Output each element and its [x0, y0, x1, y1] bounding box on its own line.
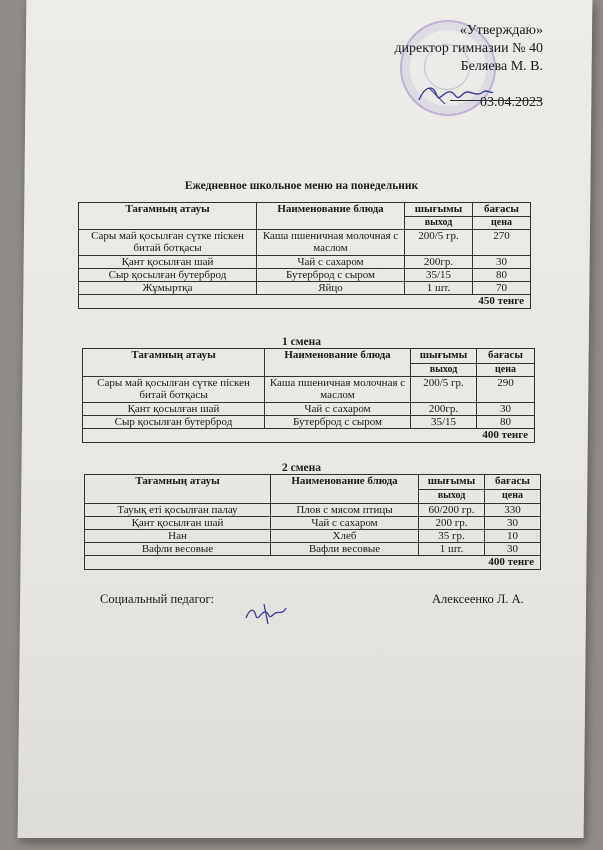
header-yield-kz: шығымы — [405, 203, 473, 217]
header-name-ru: Наименование блюда — [265, 349, 411, 377]
dish-yield: 200гр. — [411, 403, 477, 416]
dish-price: 80 — [473, 269, 531, 282]
header-name-kz: Тағамның атауы — [79, 203, 257, 230]
dish-price: 290 — [477, 377, 535, 403]
total-price: 400 тенге — [83, 429, 535, 443]
table-row — [79, 282, 531, 295]
dish-kz: Нан — [85, 530, 271, 543]
dish-ru: Чай с сахаром — [257, 256, 405, 269]
header-price-kz: бағасы — [477, 349, 535, 364]
table-row — [83, 377, 535, 403]
dish-price: 30 — [473, 256, 531, 269]
dish-price: 330 — [485, 504, 541, 517]
header-yield-ru: выход — [419, 490, 485, 504]
dish-price: 270 — [473, 230, 531, 256]
approval-date: 03.04.2023 — [480, 95, 543, 110]
dish-ru: Плов с мясом птицы — [271, 504, 419, 517]
dish-yield: 1 шт. — [419, 543, 485, 556]
dish-price: 70 — [473, 282, 531, 295]
dish-yield: 200гр. — [405, 256, 473, 269]
dish-ru: Каша пшеничная молочная с маслом — [265, 377, 411, 403]
dish-ru: Вафли весовые — [271, 543, 419, 556]
pedagog-signature — [242, 600, 290, 626]
footer-role: Социальный педагог: — [100, 592, 215, 606]
header-yield-kz: шығымы — [411, 349, 477, 364]
table-row — [79, 256, 531, 269]
dish-yield: 60/200 гр. — [419, 504, 485, 517]
dish-ru: Каша пшеничная молочная с маслом — [257, 230, 405, 256]
daily-menu-table — [78, 202, 531, 309]
header-price-ru: цена — [477, 364, 535, 377]
table-row — [83, 403, 535, 416]
shift2-title: 2 смена — [281, 462, 322, 474]
header-price-kz: бағасы — [485, 475, 541, 490]
table-row — [79, 230, 531, 256]
dish-yield: 200/5 гр. — [405, 230, 473, 256]
dish-price: 30 — [485, 517, 541, 530]
dish-kz: Тауық еті қосылған палау — [85, 504, 271, 517]
header-name-kz: Тағамның атауы — [85, 475, 271, 504]
table-row — [85, 504, 541, 517]
table-row — [79, 269, 531, 282]
total-price: 450 тенге — [79, 295, 531, 309]
header-price-ru: цена — [485, 490, 541, 504]
dish-yield: 1 шт. — [405, 282, 473, 295]
dish-yield: 200/5 гр. — [411, 377, 477, 403]
dish-ru: Чай с сахаром — [265, 403, 411, 416]
dish-ru: Яйцо — [257, 282, 405, 295]
footer-name: Алексеенко Л. А. — [432, 592, 524, 606]
dish-ru: Чай с сахаром — [271, 517, 419, 530]
dish-price: 80 — [477, 416, 535, 429]
signature-line — [450, 100, 542, 101]
dish-kz: Сары май қосылған сүтке піскен битай ботқасы — [83, 377, 265, 403]
header-yield-ru: выход — [405, 217, 473, 230]
header-yield-ru: выход — [411, 364, 477, 377]
dish-kz: Сыр қосылған бутерброд — [83, 416, 265, 429]
dish-kz: Қант қосылған шай — [83, 403, 265, 416]
table-row — [83, 416, 535, 429]
dish-yield: 35/15 — [411, 416, 477, 429]
approval-name: Беляева М. В. — [460, 59, 543, 74]
director-signature — [415, 80, 495, 108]
table-row — [85, 517, 541, 530]
header-name-ru: Наименование блюда — [257, 203, 405, 230]
daily-menu-title: Ежедневное школьное меню на понедельник — [184, 180, 419, 192]
header-price-ru: цена — [473, 217, 531, 230]
dish-kz: Қант қосылған шай — [85, 517, 271, 530]
dish-kz: Сыр қосылған бутерброд — [79, 269, 257, 282]
total-price: 400 тенге — [85, 556, 541, 570]
header-name-ru: Наименование блюда — [271, 475, 419, 504]
dish-kz: Сары май қосылған сүтке піскен битай ботқасы — [79, 230, 257, 256]
dish-yield: 35/15 — [405, 269, 473, 282]
dish-kz: Вафли весовые — [85, 543, 271, 556]
shift2-menu-table — [84, 474, 541, 570]
dish-price: 30 — [477, 403, 535, 416]
header-price-kz: бағасы — [473, 203, 531, 217]
shift1-title: 1 смена — [281, 336, 322, 348]
approval-title: «Утверждаю» — [459, 23, 543, 38]
dish-ru: Хлеб — [271, 530, 419, 543]
header-name-kz: Тағамның атауы — [83, 349, 265, 377]
dish-kz: Қант қосылған шай — [79, 256, 257, 269]
table-row — [85, 530, 541, 543]
dish-ru: Бутерброд с сыром — [257, 269, 405, 282]
shift1-menu-table — [82, 348, 535, 443]
dish-yield: 200 гр. — [419, 517, 485, 530]
dish-price: 10 — [485, 530, 541, 543]
dish-ru: Бутерброд с сыром — [265, 416, 411, 429]
dish-price: 30 — [485, 543, 541, 556]
table-row — [85, 543, 541, 556]
approval-position: директор гимназии № 40 — [394, 41, 543, 56]
header-yield-kz: шығымы — [419, 475, 485, 490]
dish-yield: 35 гр. — [419, 530, 485, 543]
dish-kz: Жұмыртқа — [79, 282, 257, 295]
